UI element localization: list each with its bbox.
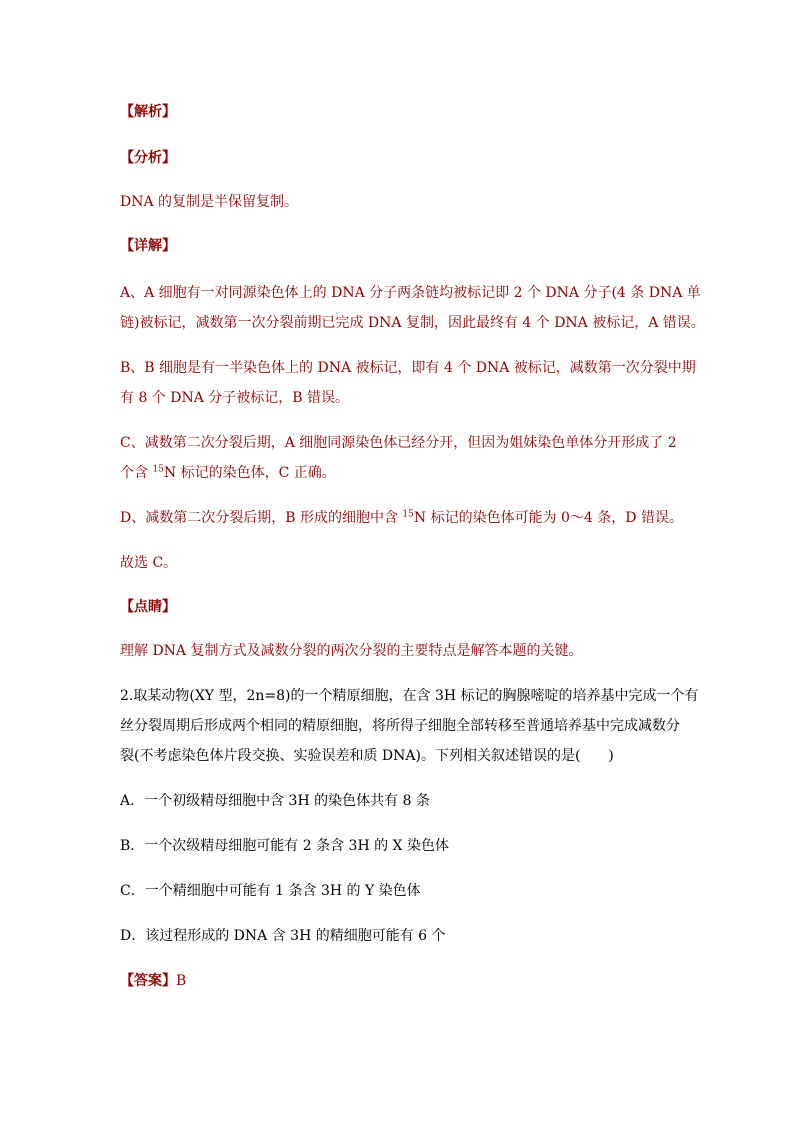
isotope-superscript: 15	[402, 509, 414, 520]
answer-label: 【答案】	[120, 973, 176, 989]
question2-stem-line2: 丝分裂周期后形成两个相同的精原细胞，将所得子细胞全部转移至普通培养基中完成减数分	[120, 718, 680, 734]
question2-stem-line1: 2.取某动物(XY 型，2n=8)的一个精原细胞，在含 3H 标记的胸腺嘧啶的培养基中完成一个有	[120, 688, 699, 704]
detail-d-post: N 标记的染色体可能为 0～4 条，D 错误。	[413, 510, 683, 526]
detail-a-line1: A、A 细胞有一对同源染色体上的 DNA 分子两条链均被标记即 2 个 DNA 分子(4 条 DNA 单	[120, 285, 701, 301]
section-fenxi-heading: 【分析】	[120, 150, 176, 166]
fenxi-text: DNA 的复制是半保留复制。	[120, 194, 299, 210]
section-dianjing-heading: 【点睛】	[120, 599, 176, 615]
section-detail-heading: 【详解】	[120, 238, 176, 254]
question2-option-b: B．一个次级精母细胞可能有 2 条含 3H 的 X 染色体	[120, 838, 449, 854]
detail-b-line1: B、B 细胞是有一半染色体上的 DNA 被标记，即有 4 个 DNA 被标记，减数第一次分裂中期	[120, 360, 696, 376]
detail-d-line	[120, 508, 683, 528]
answer-value: B	[176, 973, 187, 989]
detail-b-line2: 有 8 个 DNA 分子被标记，B 错误。	[120, 390, 350, 406]
dianjing-text: 理解 DNA 复制方式及减数分裂的两次分裂的主要特点是解答本题的关键。	[120, 643, 583, 659]
question2-option-c: C．一个精细胞中可能有 1 条含 3H 的 Y 染色体	[120, 883, 421, 899]
question2-option-d: D．该过程形成的 DNA 含 3H 的精细胞可能有 6 个	[120, 928, 446, 944]
detail-a-line2: 链)被标记，减数第一次分裂前期已完成 DNA 复制，因此最终有 4 个 DNA 被标记，A 错误。	[120, 315, 705, 331]
answer-line	[120, 971, 186, 991]
detail-c-line1: C、减数第二次分裂后期，A 细胞同源染色体已经分开，但因为姐妹染色单体分开形成了 2	[120, 435, 677, 451]
question2-stem-line3: 裂(不考虑染色体片段交换、实验误差和质 DNA)。下列相关叙述错误的是( )	[120, 748, 614, 764]
conclusion-text: 故选 C。	[120, 555, 178, 571]
section-analysis-heading: 【解析】	[120, 104, 176, 120]
detail-c-line2-post: N 标记的染色体，C 正确。	[163, 465, 336, 481]
isotope-superscript: 15	[152, 464, 164, 475]
detail-c-line2	[120, 463, 336, 483]
detail-d-pre: D、减数第二次分裂后期，B 形成的细胞中含	[120, 510, 403, 526]
question2-option-a: A．一个初级精母细胞中含 3H 的染色体共有 8 条	[120, 793, 430, 809]
detail-c-line2-pre: 个含	[120, 465, 153, 481]
